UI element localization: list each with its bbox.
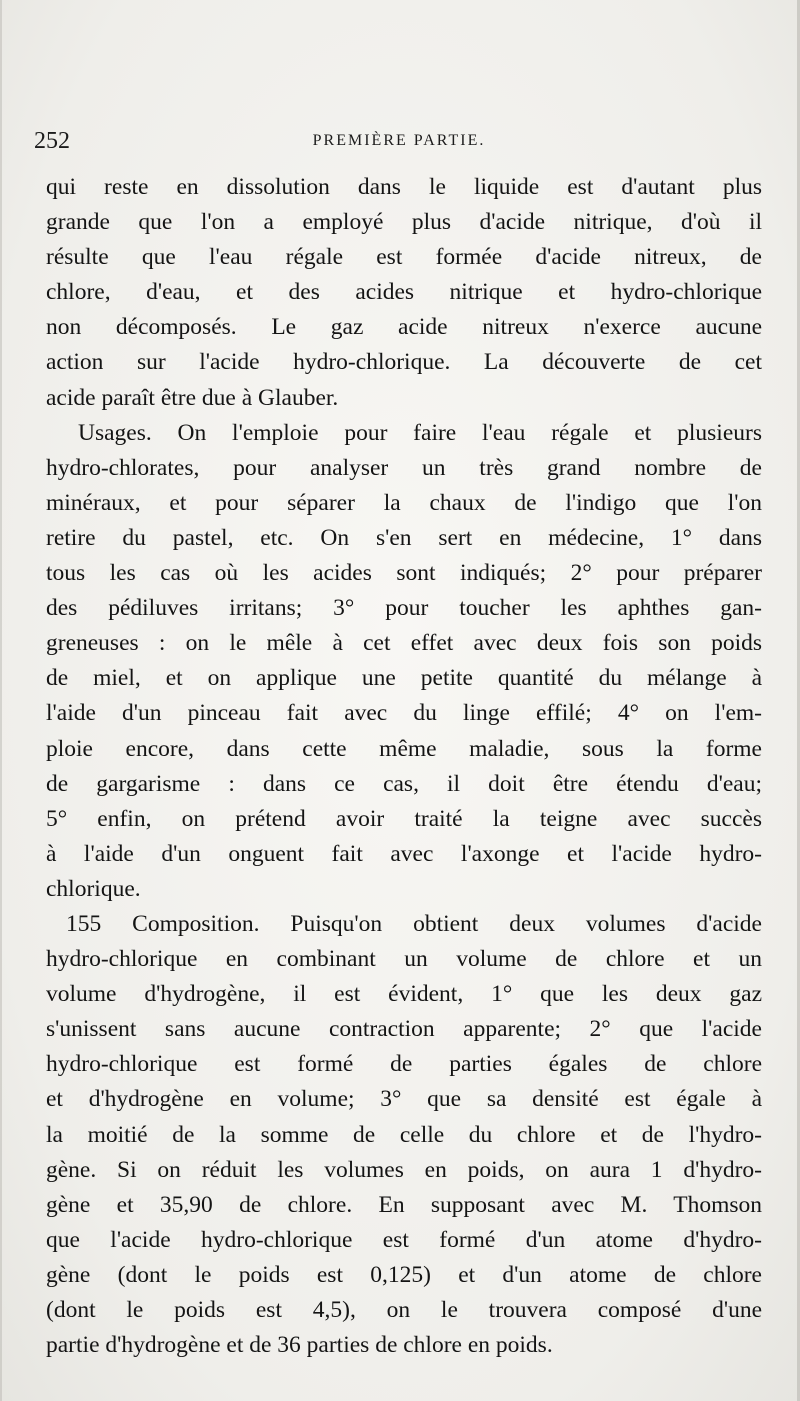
text-line: et d'hydrogène en volume; 3° que sa densité est égale à (46, 1086, 762, 1113)
page-number: 252 (34, 128, 70, 154)
text-line: que l'acide hydro-chlorique est formé d'un atome d'hydro- (46, 1226, 762, 1253)
text-line: acide paraît être due à Glauber. (46, 384, 339, 411)
text-line: greneuses : on le mêle à cet effet avec deux fois son poids (46, 630, 762, 657)
text-line: hydro-chlorique est formé de parties égales de chlore (46, 1051, 762, 1078)
text-line: grande que l'on a employé plus d'acide nitrique, d'où il (46, 209, 762, 236)
text-line: qui reste en dissolution dans le liquide est d'autant plus (46, 174, 762, 200)
text-line: 5° enfin, on prétend avoir traité la teigne avec succès (46, 805, 762, 832)
text-line: de gargarisme : dans ce cas, il doit être étendu d'eau; (46, 770, 762, 797)
page-header (34, 128, 764, 162)
text-line: ploie encore, dans cette même maladie, sous la forme (46, 735, 762, 762)
text-line: (dont le poids est 4,5), on le trouvera composé d'une (46, 1297, 762, 1323)
text-line: non décomposés. Le gaz acide nitreux n'exerce aucune (46, 314, 762, 341)
text-line: hydro-chlorates, pour analyser un très grand nombre de (46, 454, 762, 481)
text-line: de miel, et on applique une petite quantité du mélange à (46, 665, 762, 692)
text-line: chlore, d'eau, et des acides nitrique et hydro-chlorique (46, 279, 762, 306)
text-line: tous les cas où les acides sont indiqués; 2° pour préparer (46, 560, 762, 587)
text-line: volume d'hydrogène, il est évident, 1° que les deux gaz (46, 981, 762, 1008)
running-title: PREMIÈRE PARTIE. (312, 132, 486, 149)
text-line: Usages. On l'emploie pour faire l'eau régale et plusieurs (78, 419, 762, 446)
text-line: s'unissent sans aucune contraction apparente; 2° que l'acide (46, 1016, 762, 1043)
text-line: hydro-chlorique en combinant un volume de chlore et un (46, 946, 762, 973)
text-line: gène. Si on réduit les volumes en poids, on aura 1 d'hydro- (46, 1156, 762, 1183)
text-line: la moitié de la somme de celle du chlore et de l'hydro- (46, 1121, 762, 1148)
text-line: 155 Composition. Puisqu'on obtient deux volumes d'acide (66, 910, 762, 937)
text-line: chlorique. (46, 875, 141, 902)
text-line: à l'aide d'un onguent fait avec l'axonge et l'acide hydro- (46, 840, 762, 867)
text-line: retire du pastel, etc. On s'en sert en médecine, 1° dans (46, 524, 762, 551)
text-line: l'aide d'un pinceau fait avec du linge effilé; 4° on l'em- (46, 700, 762, 727)
scan-edge-mark-left (0, 0, 2, 1401)
text-line: partie d'hydrogène et de 36 parties de chlore en poids. (46, 1332, 553, 1359)
text-line: gène et 35,90 de chlore. En supposant avec M. Thomson (46, 1191, 762, 1218)
text-line: minéraux, et pour séparer la chaux de l'indigo que l'on (46, 489, 762, 516)
text-line: gène (dont le poids est 0,125) et d'un atome de chlore (46, 1261, 762, 1288)
text-line: action sur l'acide hydro-chlorique. La découverte de cet (46, 349, 762, 376)
text-line: résulte que l'eau régale est formée d'acide nitreux, de (46, 244, 762, 271)
body-text (46, 170, 762, 1363)
text-line: des pédiluves irritans; 3° pour toucher les aphthes gan- (46, 595, 762, 622)
